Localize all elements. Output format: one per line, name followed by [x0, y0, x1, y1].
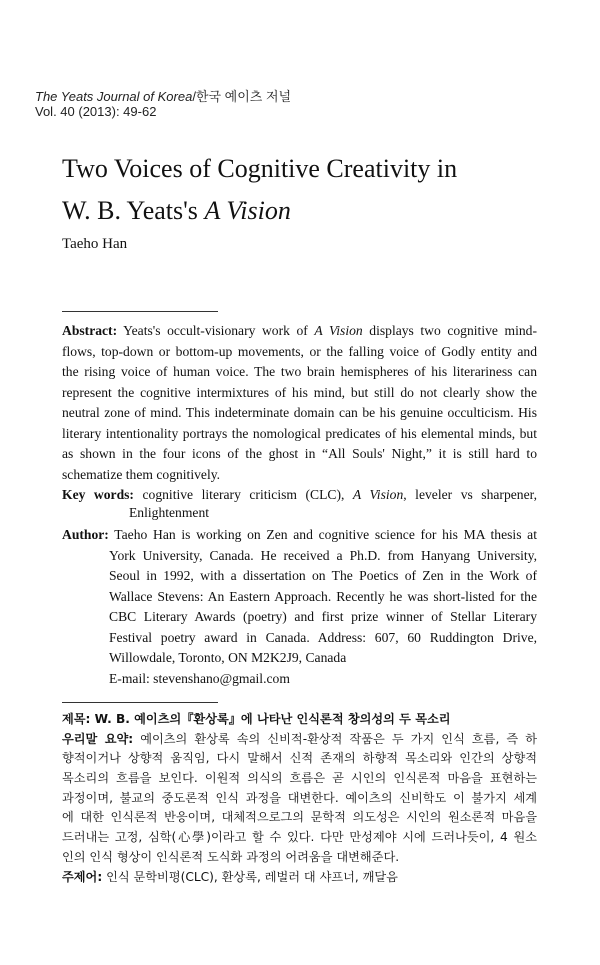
author-email: E-mail: stevenshano@gmail.com [109, 670, 290, 686]
text: cognitive literary criticism (CLC), [133, 487, 353, 502]
abstract-line: schematize them cognitively. [62, 466, 221, 482]
text: 인식 문학비평(CLC), 환상록, 레벌러 대 샤프너, 깨달음 [102, 869, 398, 884]
author-note-line: Festival poetry award in Canada. Address: 607, 60 Ruddington Drive, [109, 629, 537, 645]
abstract-line [62, 321, 537, 342]
korean-line: 에 대한 인식론적 반응이며, 대체적으로그의 문학적 의도성은 시인의 원소론적 마음을 [62, 810, 537, 825]
text-italic: A Vision [352, 487, 404, 502]
summary-label: 우리말 요약: [62, 731, 134, 746]
keywords-line: Enlightenment [129, 504, 210, 520]
author-note-line: Seoul in 1992, with a dissertation on The Poetics of Zen in the Work of [109, 568, 537, 583]
korean-line: 향적이거나 상향적 움직임, 다시 말해서 신적 존재의 하향적 목소리와 인간의 상향적 [62, 751, 537, 766]
keywords-label: Key words: [62, 487, 134, 502]
title-line-2 [62, 196, 291, 226]
journal-name [35, 86, 291, 105]
title-line-1: Two Voices of Cognitive Creativity in [62, 154, 458, 183]
abstract-line: flows, top-down or bottom-up movements, or the falling voice of Godly entity and [62, 343, 537, 359]
abstract-line: the rising voice of human voice. The two brain hemispheres of his literariness can [62, 364, 537, 379]
journal-title-kr: /한국 예이츠 저널 [192, 89, 292, 104]
author-note-line: York University, Canada. He received a Ph.D. from Hanyang University, [109, 547, 537, 563]
abstract-line: as shown in the four icons of the ghost in “All Souls' Night,” it is still hard to [62, 446, 537, 461]
text: Taeho Han is working on Zen and cognitive science for his MA thesis at [108, 527, 537, 542]
text: 예이츠의 환상록 속의 신비적-환상적 작품은 두 가지 인식 흐름, 즉 하 [133, 731, 537, 746]
korean-line: 인의 인식 형상이 인식론적 도식화 과정의 어려움을 대변해준다. [62, 849, 400, 864]
author-note-line [62, 525, 537, 546]
korean-keywords-label: 주제어: [62, 869, 103, 884]
divider [62, 311, 218, 312]
text-italic: A Vision [314, 323, 363, 338]
text: displays two cognitive mind- [362, 323, 537, 338]
abstract-label: Abstract: [62, 323, 118, 338]
journal-title: The Yeats Journal of Korea [35, 89, 193, 104]
korean-line: 목소리의 흐름을 보인다. 이원적 의식의 흐름은 곧 시인의 인식론적 마음을 표현하는 [62, 771, 537, 786]
author-note-line: Willowdale, Toronto, ON M2K2J9, Canada [109, 650, 347, 665]
text: Yeats's occult-visionary work of [117, 323, 315, 338]
abstract-line: represent the cognitive intermixtures of his mind, but still do not clearly show the [62, 384, 537, 400]
korean-keywords [62, 868, 537, 888]
title-italic: A Vision [204, 196, 291, 225]
author-note-line: Wallace Stevens: An Eastern Approach. Recently he was short-listed for the [109, 588, 537, 604]
text: , leveler vs sharpener, [403, 487, 537, 502]
author-name: Taeho Han [62, 236, 128, 252]
korean-line [62, 730, 537, 750]
abstract-line: neutral zone of mind. This indeterminate domain can be his genuine occulticism. His [62, 405, 537, 420]
title-text: W. B. Yeats's [62, 196, 205, 225]
korean-summary [62, 710, 537, 887]
abstract-line: literary intentionality portrays the nomological predicates of his elemental minds, but [62, 425, 537, 441]
divider [62, 702, 218, 703]
author-note-line: CBC Literary Awards (poetry) and first prize winner of Stellar Literary [109, 609, 537, 624]
author-label: Author: [62, 527, 109, 542]
korean-line: 과정이며, 불교의 중도론적 인식 과정을 대변한다. 예이츠의 신비학도 이 불가지 세계 [62, 790, 537, 805]
korean-line: 드러내는 고정, 심학(心學)이라고 할 수 있다. 다만 만성제야 시에 드러나듯이, 4 원소 [62, 830, 537, 845]
korean-title: 제목: W. B. 예이츠의『환상록』에 나타난 인식론적 창의성의 두 목소리 [62, 712, 451, 726]
volume-info: Vol. 40 (2013): 49-62 [35, 104, 157, 119]
abstract [62, 321, 537, 689]
